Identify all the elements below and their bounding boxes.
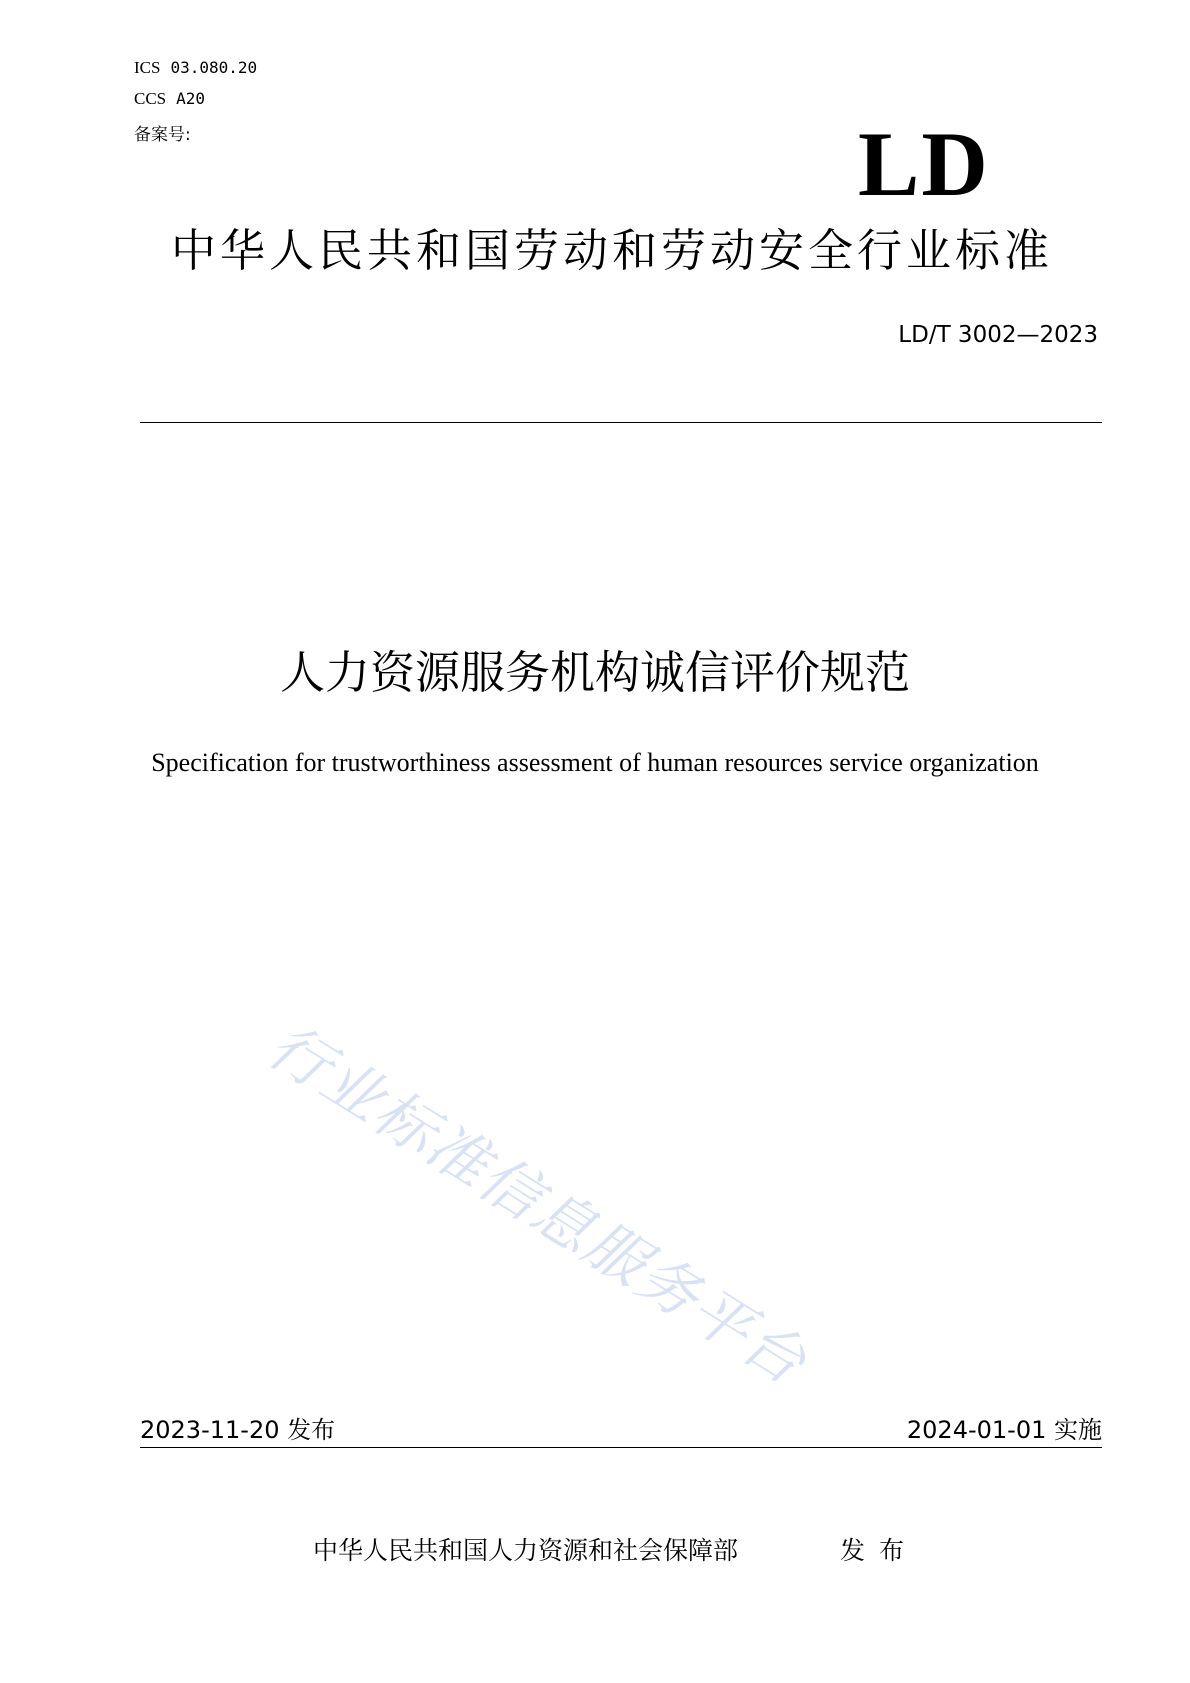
release-date: 2023-11-20 发布: [140, 1416, 336, 1444]
document-title-chinese: 人力资源服务机构诚信评价规范: [279, 646, 910, 699]
bottom-divider: [140, 1447, 1102, 1448]
ccs-line: [134, 89, 205, 109]
top-divider: [140, 422, 1102, 423]
ccs-label: CCS: [134, 89, 167, 108]
issuer-category-heading: 中华人民共和国劳动和劳动安全行业标准: [170, 224, 1053, 277]
ccs-code: A20: [176, 89, 206, 108]
publish-label: 发布: [840, 1536, 919, 1565]
filing-number-label: 备案号:: [134, 125, 191, 145]
ics-line: [134, 58, 257, 78]
publisher-name: 中华人民共和国人力资源和社会保障部: [313, 1536, 739, 1565]
watermark: 行业标准信息服务平台: [256, 1011, 819, 1399]
standard-number: LD/T 3002—2023: [898, 322, 1098, 348]
ics-code: 03.080.20: [170, 58, 258, 77]
ld-logo: LD: [858, 113, 990, 215]
effective-date: 2024-01-01 实施: [906, 1416, 1102, 1444]
document-title-english: Specification for trustworthiness assessment of human resources service organization: [151, 748, 1039, 777]
ics-label: ICS: [134, 58, 161, 77]
